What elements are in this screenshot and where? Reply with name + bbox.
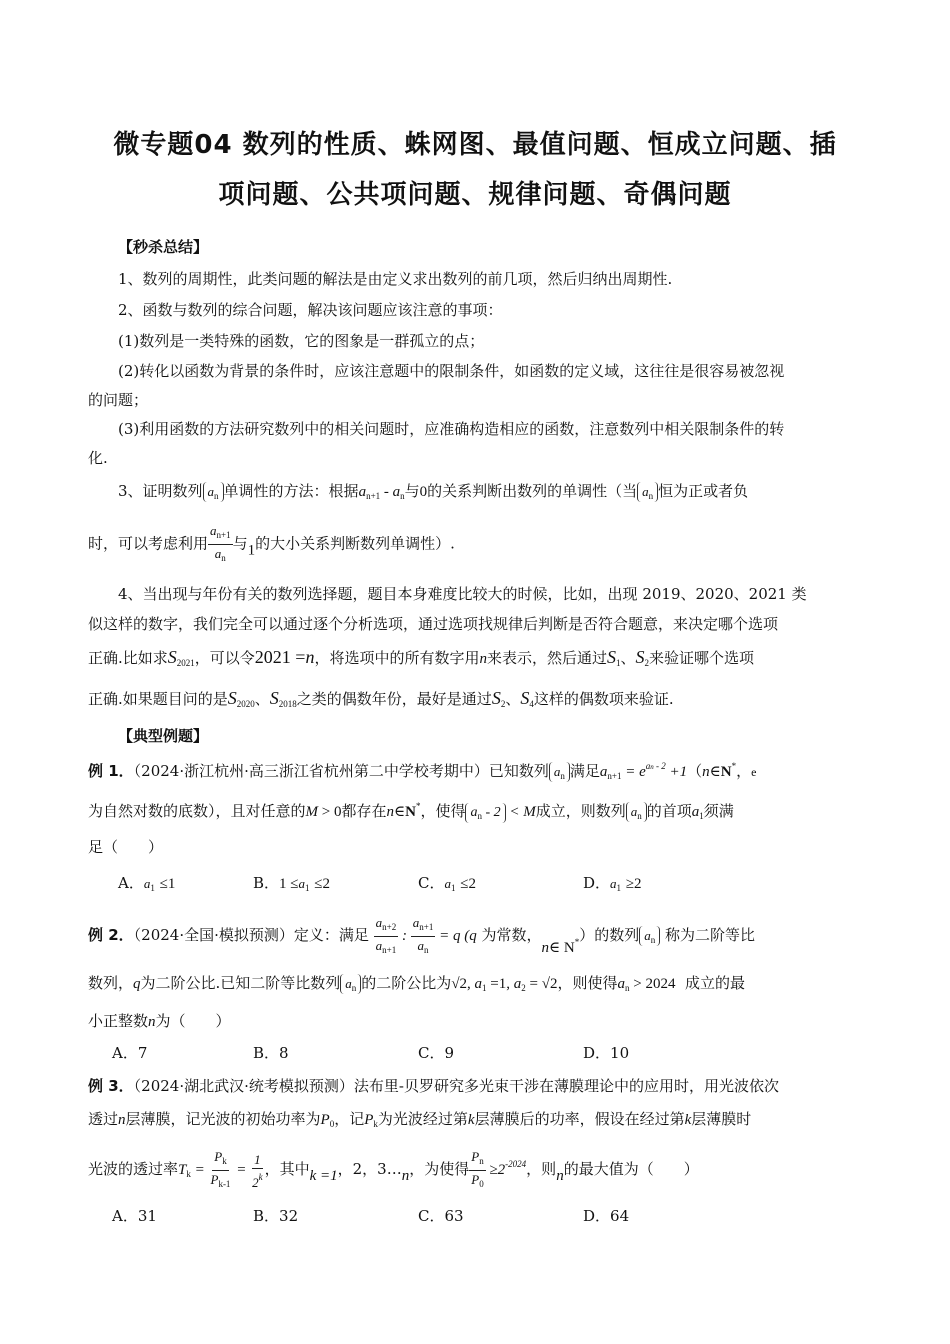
n-in-nstar-formula: n (702, 764, 710, 780)
ex3-option-b[interactable]: B．32 (253, 1207, 299, 1225)
sequence-an-formula: $a_n$ (340, 974, 361, 994)
ex1-option-c[interactable]: C．$a_1 \le 2$ (418, 874, 476, 893)
summary-p8b: 似这样的数字，我们完全可以通过逐个分析选项，通过选项找规律后判断是否符合题意，来决定哪个选项 (88, 615, 779, 633)
s2-formula: $S_2$ (491, 688, 506, 709)
ex2-option-b[interactable]: B．8 (253, 1044, 289, 1062)
ex1-option-d[interactable]: D．$a_1 \ge 2$ (583, 874, 642, 893)
ex2-line-1: 例 2．（2024·全国·模拟预测）定义：满足 $\frac{a_{n+2}}{a_{n+1}}$ : $\frac{a_{n+1}}{a_n}$ = q (q 为常数，n∈ N*）的数列 $a_n$ 称为二阶等比 (88, 915, 755, 956)
power-ratio-formula: $\frac{P_n}{P_0}$ $\ge 2^{-2024}$ (471, 1149, 527, 1189)
ex1-line-3: 足（ ） (88, 838, 164, 856)
ratio-formula: $\frac{a_{n+1}}{a_n}$ (210, 523, 231, 563)
q-variable: q (133, 976, 141, 992)
ex2-option-a[interactable]: A．7 (112, 1044, 148, 1062)
summary-p5b: 化. (88, 449, 108, 467)
s4-formula: $S_4$ (520, 688, 534, 709)
ex1-option-a[interactable]: A．$a_1 \le 1$ (118, 874, 176, 893)
summary-p5a: (3)利用函数的方法研究数列中的相关问题时，应准确构造相应的函数，注意数列中相关限制条件的转 (118, 420, 785, 438)
sequence-an-formula: $a_n$ (637, 482, 658, 502)
k-equals-formula: k =1 (309, 1167, 338, 1184)
sequence-an-formula: $a_n$ (549, 762, 570, 782)
second-order-ratio-formula: $\frac{a_{n+2}}{a_{n+1}}$ : $\frac{a_{n+1}}{a_n}$ = q (q (375, 915, 477, 955)
ex1-label: 例 1． (88, 762, 134, 780)
title-line-1: 微专题04 数列的性质、蛛网图、最值问题、恒成立问题、插 (113, 130, 837, 160)
pk-formula: $P_k$ (364, 1112, 378, 1129)
ex2-line-2: 数列，q为二阶公比.已知二阶等比数列 $a_n$ 的二阶公比为√2, $a_1 =1$, $a_2 = √2$，则使得$a_n > 2024$ 成立的最 (88, 974, 746, 993)
summary-p8a: 4、当出现与年份有关的数列选择题，题目本身难度比较大的时候，比如，出现 2019、2020、2021 类 (118, 585, 807, 603)
summary-p3: (1)数列是一类特殊的函数，它的图象是一群孤立的点； (118, 332, 485, 350)
initial-values-formula: √2, $a_1 =1$, $a_2 = √2$ (451, 976, 558, 993)
s2018-formula: $S_{2018}$ (269, 688, 297, 709)
summary-p7: 时，可以考虑利用 $\frac{a_{n+1}}{a_n}$ 与1的大小关系判断数列单调性）. (88, 522, 455, 567)
s1-formula: $S_1$ (606, 647, 621, 668)
ex1-option-b[interactable]: B．$1 \le a_1 \le 2$ (253, 874, 331, 893)
ex3-option-a[interactable]: A．31 (112, 1207, 157, 1225)
summary-p8c: 正确.比如求$S_{2021}$，可以令2021 =n，将选项中的所有数字用n来表示，然后通过$S_1$、$S_2$来验证哪个选项 (88, 647, 755, 668)
title-line-2: 项问题、公共项问题、规律问题、奇偶问题 (218, 180, 732, 210)
summary-p4a: (2)转化以函数为背景的条件时，应该注意题中的限制条件，如函数的定义域，这往往是很容易被忽视 (118, 362, 785, 380)
ex1-line-1: 例 1．（2024·浙江杭州·高三浙江省杭州第二中学校考期中）已知数列 $a_n$ 满足$a_{n+1} = e^{an - 2}$ +1（n∈N*，e (88, 761, 757, 781)
ex2-line-3: 小正整数n为（ ） (88, 1012, 231, 1030)
recurrence-formula: $a_{n+1} = e^{an - 2} +1$ (599, 761, 688, 781)
difference-formula: $a_{n+1} - a_n$ (358, 484, 405, 501)
n-variable: n (556, 1167, 564, 1184)
n-in-nstar-formula: n (386, 804, 394, 820)
s2020-formula: $S_{2020}$ (227, 688, 255, 709)
sequence-an-formula: $a_n$ (203, 482, 224, 502)
summary-p6: 3、证明数列 $a_n$ 单调性的方法：根据$a_{n+1} - a_n$与0的关系判断出数列的单调性（当 $a_n$ 恒为正或者负 (118, 482, 749, 501)
an-greater-formula: $a_n$ (617, 976, 630, 993)
transmittance-formula: $T_k$ = $\frac{P_k}{P_{k-1}}$ = $\frac{1}{2^k}$ (178, 1149, 263, 1190)
summary-p1: 1、数列的周期性，此类问题的解法是由定义求出数列的前几项，然后归纳出周期性. (118, 270, 673, 288)
examples-header: 【典型例题】 (118, 727, 209, 745)
ex3-line-1: 例 3．（2024·湖北武汉·统考模拟预测）法布里-贝罗研究多光束干涉在薄膜理论中的应用时，用光波依次 (88, 1077, 779, 1095)
ex3-line-2: 透过n层薄膜，记光波的初始功率为$P_0$，记$P_k$为光波经过第k层薄膜后的功率，假设在经过第k层薄膜时 (88, 1110, 752, 1129)
ex2-label: 例 2． (88, 925, 134, 944)
p0-formula: $P_0$ (320, 1112, 335, 1129)
ex3-label: 例 3． (88, 1077, 134, 1095)
n-variable: n (148, 1014, 156, 1030)
s2-formula: $S_2$ (635, 647, 649, 668)
ex2-option-d[interactable]: D．10 (583, 1044, 630, 1062)
ex3-option-d[interactable]: D．64 (583, 1207, 630, 1225)
ex3-line-3: 光波的透过率$T_k$ = $\frac{P_k}{P_{k-1}}$ = $\frac{1}{2^k}$ ，其中k =1，2，3…n，为使得 $\frac{P_n}{P_0}$ $\ge 2^{-2024}$，则n的最大值为（ ） (88, 1149, 699, 1190)
summary-p4b: 的问题； (88, 391, 149, 409)
summary-header: 【秒杀总结】 (118, 238, 209, 256)
ex2-option-c[interactable]: C．9 (418, 1044, 455, 1062)
n-variable: n (401, 1167, 410, 1184)
s2021-formula: $S_{2021}$ (167, 647, 195, 668)
n-variable: n (118, 1112, 126, 1128)
ex3-option-c[interactable]: C．63 (418, 1207, 464, 1225)
n-variable: n (479, 651, 487, 667)
n-variable: n (305, 647, 315, 667)
ex1-line-2: 为自然对数的底数），且对任意的M > 0都存在n∈N*，使得 $a_n - 2 < M$成立，则数列 $a_n$ 的首项$a_1$须满 (88, 801, 734, 821)
summary-p2: 2、函数与数列的综合问题，解决该问题应该注意的事项： (118, 301, 503, 319)
sequence-an-formula: $a_n$ (626, 802, 647, 822)
a1-formula: $a_1$ (691, 804, 704, 821)
m-positive-formula: M (305, 804, 319, 820)
summary-p8d: 正确.如果题目问的是$S_{2020}$、$S_{2018}$之类的偶数年份，最好是通过$S_2$、$S_4$这样的偶数项来验证. (88, 688, 674, 709)
k-variable: k (467, 1112, 475, 1128)
sequence-an-formula: $a_n$ (639, 926, 660, 946)
n-in-nstar-formula: n (541, 939, 549, 956)
k-variable: k (684, 1112, 692, 1128)
abs-inequality-formula: $a_n - 2 < M$ (465, 804, 535, 820)
